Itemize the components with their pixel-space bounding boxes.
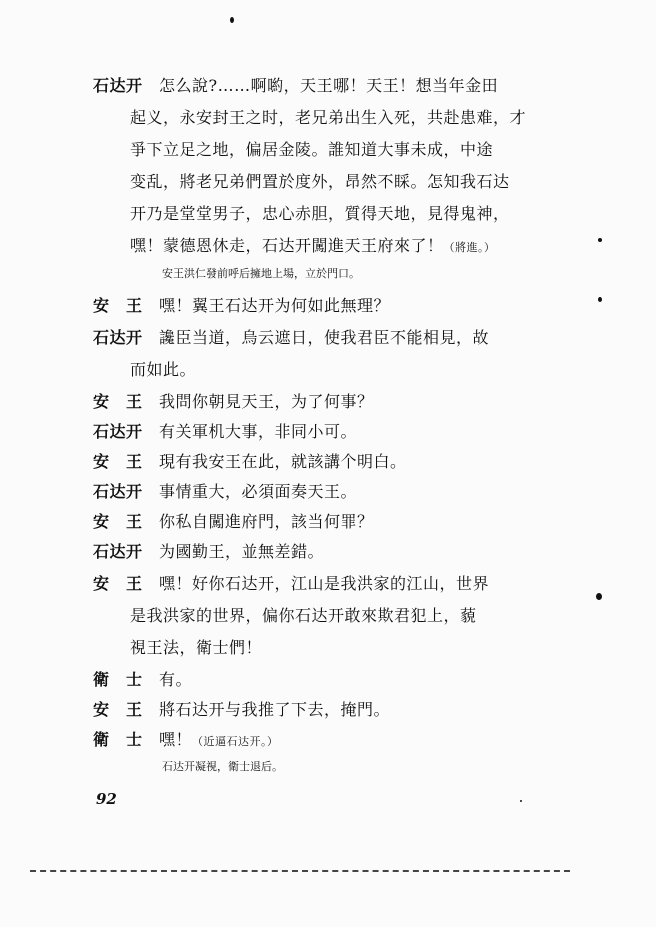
- scan-speck: [520, 800, 522, 802]
- speaker: 石达开: [93, 328, 143, 347]
- dialogue: 嘿！翼王石达开为何如此無理？: [159, 296, 391, 315]
- dialogue: 为國勤王，並無差錯。: [159, 542, 325, 561]
- script-line: [93, 574, 489, 594]
- dialogue-continuation: 視王法，衛士們！: [130, 638, 263, 657]
- speaker: 安 王: [93, 574, 143, 593]
- dialogue: 有。: [159, 670, 193, 689]
- script-line: [93, 482, 357, 502]
- speaker: 衛 士: [93, 730, 143, 749]
- dialogue: 讒臣当道，烏云遮日，使我君臣不能相見，故: [159, 328, 490, 347]
- script-line: [93, 76, 498, 96]
- script-line: [93, 328, 489, 348]
- scan-speck: [596, 593, 602, 600]
- speaker: 石达开: [93, 542, 143, 561]
- dialogue: 怎么說?……啊喲，天王哪！天王！想当年金田: [159, 76, 499, 95]
- dialogue-continuation: 起义，永安封王之时，老兄弟出生入死，共赴患难，才: [130, 108, 527, 127]
- script-line: [93, 512, 374, 532]
- speaker: 安 王: [93, 296, 143, 315]
- dialogue-continuation: 爭下立足之地，偏居金陵。誰知道大事未成，中途: [130, 140, 494, 159]
- script-line: [93, 670, 192, 690]
- stage-direction-inline: （將進。）: [443, 241, 496, 254]
- scan-speck: [598, 297, 602, 302]
- dialogue: 現有我安王在此，就該講个明白。: [159, 452, 407, 471]
- dialogue: 我問你朝見天王，为了何事？: [159, 392, 374, 411]
- scan-speck: [230, 17, 234, 23]
- dialogue-continuation: 变乱，將老兄弟們置於度外，昂然不睬。怎知我石达: [130, 172, 510, 191]
- dialogue: 有关軍机大事，非同小可。: [159, 422, 358, 441]
- script-line: [93, 392, 374, 412]
- scan-speck: [598, 238, 602, 242]
- dialogue: 事情重大，必須面奏天王。: [159, 482, 358, 501]
- dialogue-continuation: [130, 236, 496, 258]
- speaker: 衛 士: [93, 670, 143, 689]
- dialogue-continuation: 而如此。: [130, 360, 197, 379]
- script-line: [93, 542, 324, 562]
- speaker: 安 王: [93, 452, 143, 471]
- script-line: [93, 296, 390, 316]
- bottom-scan-rule: [30, 870, 570, 872]
- stage-direction: 安王洪仁發前呼后擁地上場，立於門口。: [162, 267, 360, 280]
- dialogue-continuation: 开乃是堂堂男子，忠心赤胆，質得天地，見得鬼神，: [130, 204, 510, 223]
- dialogue: 嘿！好你石达开，江山是我洪家的江山，世界: [159, 574, 490, 593]
- script-line: [93, 730, 279, 752]
- stage-direction-inline: （近逼石达开。）: [192, 735, 279, 748]
- speaker: 安 王: [93, 700, 143, 719]
- speaker: 石达开: [93, 422, 143, 441]
- script-line: [93, 422, 357, 442]
- page-number: 92: [96, 790, 117, 808]
- dialogue: 將石达开与我推了下去，掩門。: [159, 700, 391, 719]
- speaker: 石达开: [93, 76, 143, 95]
- speaker: 安 王: [93, 512, 143, 531]
- dialogue: 嘿！蒙德恩休走，石达开闖進天王府來了！: [130, 236, 444, 255]
- speaker: 安 王: [93, 392, 143, 411]
- dialogue-continuation: 是我洪家的世界，偏你石达开敢來欺君犯上，藐: [130, 606, 477, 625]
- dialogue: 嘿！: [159, 730, 193, 749]
- speaker: 石达开: [93, 482, 143, 501]
- script-line: [93, 700, 390, 720]
- stage-direction: 石达开凝視，衛士退后。: [162, 760, 283, 773]
- dialogue: 你私自闖進府門，該当何罪？: [159, 512, 374, 531]
- script-line: [93, 452, 407, 472]
